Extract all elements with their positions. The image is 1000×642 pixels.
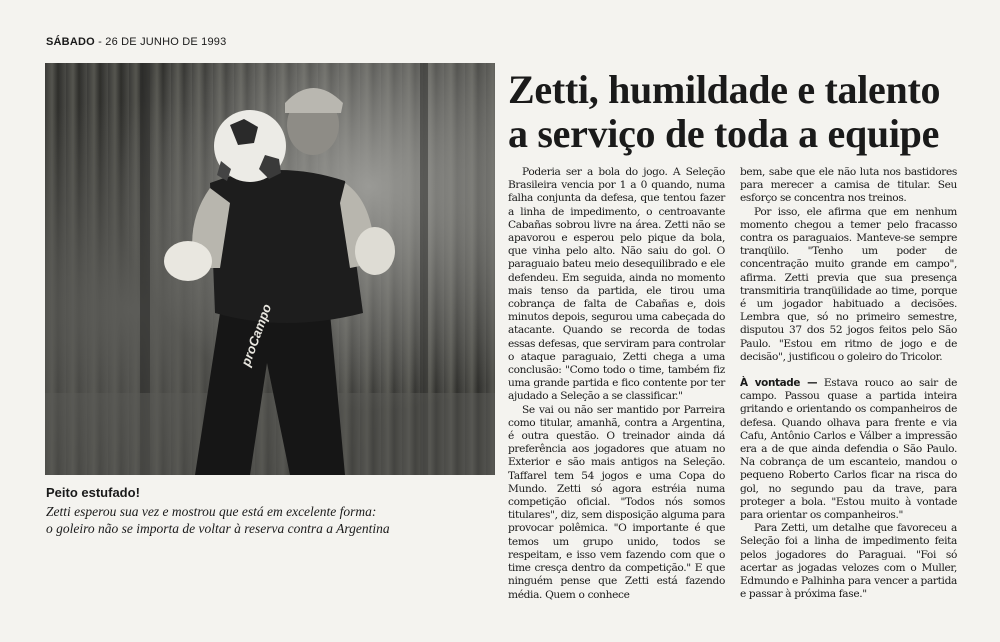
page-date <box>46 36 226 48</box>
headline-line-2: a serviço de toda a equipe <box>508 111 940 156</box>
caption-line-2: o goleiro não se importa de voltar à reserva contra a Argentina <box>46 521 390 536</box>
paragraph: bem, sabe que ele não luta nos bastidores para merecer a camisa de titular. Seu esforço se concentra nos treinos. <box>740 166 957 205</box>
date-text: - 26 DE JUNHO DE 1993 <box>98 36 227 48</box>
headline-line-1: Zetti, humildade e talento <box>508 67 941 112</box>
subhead-text: Estava rouco ao sair de campo. Passou quase a partida inteira gritando e orientando os companheiros de defesa. Quando olhava para frente e via Cafu, Antônio Carlos e Válber a impressão era a de que ainda defendia o São Paulo. Na cobrança de um escanteio, mandou o pequeno Roberto Carlos ficar na risca do gol, no segundo pau da trave, para proteger a bola. "Estou muito à vontade para orientar os companheiros." <box>740 377 957 522</box>
paragraph: Poderia ser a bola do jogo. A Seleção Brasileira vencia por 1 a 0 quando, numa falha conjunta da defesa, que tentou fazer a linha de impedimento, o centroavante Cabañas sobrou livre na área. Zetti não se apavorou e esperou pelo pique da bola, que vinha pelo alto. Não saiu do gol. O paraguaio bateu meio desequilibrado e ele defendeu. Em seguida, ainda no momento mais tenso da partida, ele tirou uma cobrança de falta de Cabañas e, dois minutos depois, segurou uma cabeçada do atacante. Quando se recorda de todas essas defesas, que serviram para controlar o ataque paraguaio, Zetti chega a uma conclusão: "Como todo o time, também fiz uma grande partida e fico contente por ter ajudado a Seleção a se classificar." <box>508 166 725 403</box>
headline <box>508 68 968 156</box>
paragraph: Por isso, ele afirma que em nenhum momento chegou a temer pelo fracasso contra os paraguaios. Manteve-se sempre tranqüilo. "Tenho um poder de concentração muito grande em campo", afirma. Zetti previa que sua presença transmitiria tranqüilidade ao time, porque é um jogador habituado a decisões. Lembra que, só no primeiro semestre, disputou 37 dos 52 jogos feitos pelo São Paulo. "Estou em ritmo de jogo e de decisão", justificou o goleiro do Tricolor. <box>740 205 957 363</box>
subhead-lead: À vontade — <box>740 377 818 390</box>
subhead-paragraph <box>740 377 957 522</box>
article-column-2 <box>740 166 957 602</box>
caption-body <box>46 503 496 537</box>
caption-title: Peito estufado! <box>46 485 140 500</box>
paragraph: Se vai ou não ser mantido por Parreira como titular, amanhã, contra a Argentina, é outra questão. O treinador ainda dá preferência aos jogadores que atuam no Exterior e são mais antigos na Seleção. Taffarel tem 54 jogos e uma Copa do Mundo. Zetti só agora estréia numa competição oficial. "Todos nós somos titulares", diz, sem disposição alguma para provocar polêmica. "O importante é que temos um grupo unido, todos se respeitam, e isso vem fazendo com que o time cresça dentro da competição." E que ninguém pense que Zetti está fazendo média. Quem o conhece <box>508 403 725 601</box>
caption-line-1: Zetti esperou sua vez e mostrou que está em excelente forma: <box>46 504 377 519</box>
paragraph: Para Zetti, um detalhe que favoreceu a Seleção foi a linha de impedimento feita pelos jogadores do Paraguai. "Foi só acertar as jogadas velozes com o Muller, Edmundo e Palhinha para vencer a partida e passar à próxima fase." <box>740 522 957 601</box>
photo-illustration <box>45 63 495 475</box>
weekday: SÁBADO <box>46 36 95 48</box>
article-column-1 <box>508 166 725 602</box>
goalkeeper-photo <box>45 63 495 475</box>
shirt-brand: proCampo <box>238 301 275 369</box>
